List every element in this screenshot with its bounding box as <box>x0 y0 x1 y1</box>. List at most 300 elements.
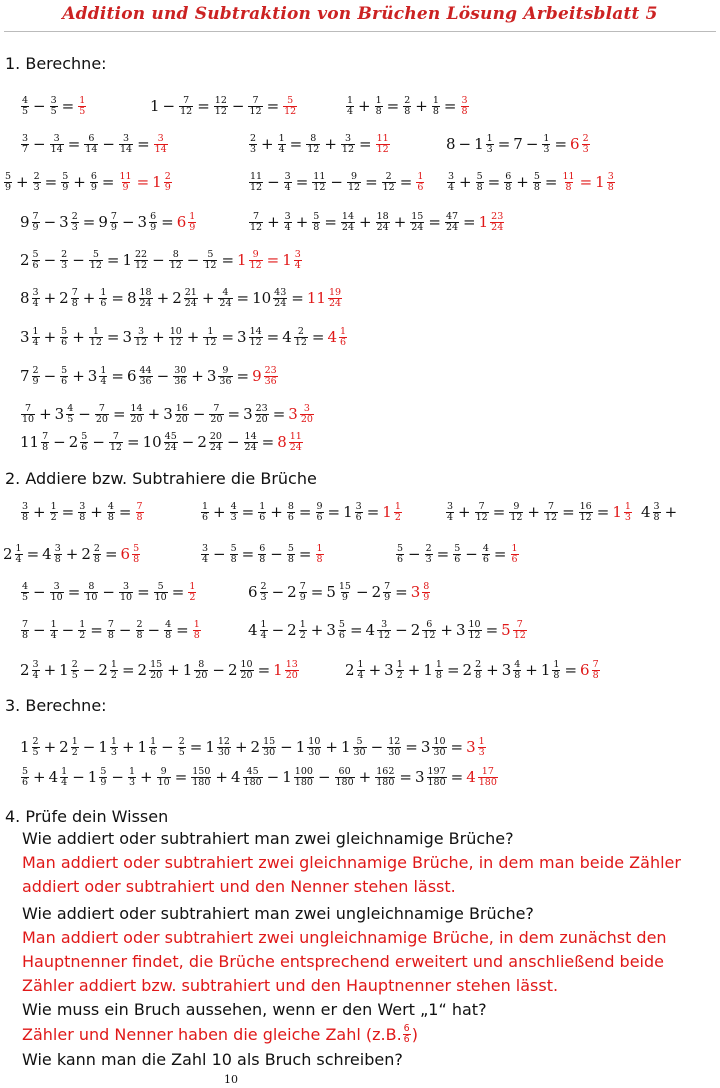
numerator: 9 <box>222 365 229 376</box>
fraction <box>4 172 12 193</box>
fraction <box>230 544 238 565</box>
operator: + <box>140 767 153 786</box>
operator: = <box>399 767 412 786</box>
numerator: 197 <box>427 766 446 777</box>
fraction <box>299 620 307 641</box>
fraction <box>184 288 198 309</box>
operator: − <box>72 250 85 269</box>
numerator: 12 <box>214 95 227 106</box>
numerator: 2 <box>71 659 78 670</box>
fraction <box>164 172 172 193</box>
operator: + <box>201 288 215 307</box>
denominator: 2 <box>50 511 57 523</box>
numerator: 1 <box>511 543 518 554</box>
denominator: 24 <box>491 221 504 233</box>
fraction <box>273 288 287 309</box>
denominator: 8 <box>607 181 614 193</box>
denominator: 12 <box>214 105 227 117</box>
numerator: 17 <box>481 766 494 777</box>
operator: + <box>73 172 86 191</box>
operator: − <box>330 172 343 191</box>
denominator: 30 <box>263 746 276 758</box>
numerator: 1 <box>340 326 347 337</box>
numerator: 1 <box>357 659 364 670</box>
operator: = <box>266 96 280 115</box>
fraction <box>33 172 41 193</box>
numerator: 1 <box>396 659 403 670</box>
operator: + <box>415 96 428 115</box>
operator: + <box>147 404 161 423</box>
whole-number: 2 <box>371 582 382 601</box>
numerator: 5 <box>133 543 140 554</box>
fraction <box>289 432 303 453</box>
fraction <box>66 404 74 425</box>
fraction <box>175 404 189 425</box>
fraction <box>188 212 196 233</box>
answer <box>135 502 145 523</box>
fraction <box>264 366 278 387</box>
whole-number: 10 <box>252 288 272 307</box>
whole-number: 4 <box>48 767 59 786</box>
numerator: 3 <box>54 543 61 554</box>
operator: = <box>497 134 511 153</box>
whole-number: 10 <box>142 432 162 451</box>
fraction <box>178 737 186 758</box>
operator: − <box>82 737 96 756</box>
denominator: 14 <box>154 143 167 155</box>
fraction <box>375 767 395 788</box>
fraction <box>387 737 401 758</box>
exercise-1c <box>345 96 470 117</box>
fraction <box>285 660 299 681</box>
fraction <box>71 737 79 758</box>
denominator: 12 <box>294 336 307 348</box>
denominator: 8 <box>287 553 294 565</box>
denominator: 20 <box>195 669 208 681</box>
operator: = <box>174 767 188 786</box>
operator: = <box>171 582 185 601</box>
denominator: 8 <box>259 553 266 565</box>
numerator: 8 <box>310 133 317 144</box>
numerator: 2 <box>385 171 392 182</box>
whole-number: 2 <box>345 660 355 679</box>
denominator: 30 <box>353 746 366 758</box>
whole-number: 1 <box>282 250 292 269</box>
operator: = <box>446 660 460 679</box>
numerator: 1 <box>202 501 209 512</box>
operator: + <box>39 404 52 423</box>
answer <box>612 502 633 523</box>
whole-number: 1 <box>59 660 69 679</box>
whole-number: 4 <box>641 502 651 521</box>
denominator: 4 <box>448 181 455 193</box>
fraction <box>461 96 469 117</box>
fraction <box>262 737 276 758</box>
numerator: 7 <box>213 403 220 414</box>
fraction <box>509 502 523 523</box>
operator: = <box>349 620 363 639</box>
fraction <box>592 660 600 681</box>
fraction <box>446 502 454 523</box>
numerator: 9 <box>252 249 259 260</box>
fraction <box>278 134 286 155</box>
exercise-1q <box>20 432 304 453</box>
whole-number: 5 <box>326 582 336 601</box>
denominator: 2 <box>110 669 117 681</box>
denominator: 12 <box>180 105 193 117</box>
numerator: 2 <box>32 365 39 376</box>
denominator: 9 <box>100 776 107 788</box>
numerator: 8 <box>88 581 95 592</box>
answer-3-example-fraction <box>402 1024 412 1045</box>
whole-number: 8 <box>126 288 137 307</box>
denominator: 5 <box>71 669 78 681</box>
whole-number: 4 <box>365 620 376 639</box>
exercise-2e <box>200 544 325 565</box>
numerator: 2 <box>61 249 68 260</box>
fraction <box>258 544 266 565</box>
operator: − <box>78 404 91 423</box>
operator: + <box>72 366 85 385</box>
operator: − <box>72 767 85 786</box>
exercise-2c2 <box>641 502 680 523</box>
operator: + <box>359 212 372 231</box>
numerator: 7 <box>384 581 391 592</box>
operator: − <box>82 660 96 679</box>
numerator: 43 <box>274 287 287 298</box>
fraction <box>32 212 40 233</box>
numerator: 5 <box>100 766 107 777</box>
denominator: 20 <box>130 413 143 425</box>
denominator: 2 <box>71 746 78 758</box>
operator: − <box>33 620 46 639</box>
fraction <box>482 544 490 565</box>
numerator: 1 <box>50 501 57 512</box>
denominator: 20 <box>95 413 108 425</box>
fraction <box>60 327 68 348</box>
fraction <box>255 404 269 425</box>
whole-number: 4 <box>248 620 258 639</box>
answer <box>121 544 142 565</box>
exercise-1e <box>248 134 391 155</box>
whole-number: 3 <box>163 404 173 423</box>
denominator: 5 <box>22 105 29 117</box>
answer <box>277 432 304 453</box>
fraction <box>230 502 238 523</box>
answer <box>273 660 300 681</box>
denominator: 4 <box>347 105 354 117</box>
fraction <box>490 212 504 233</box>
denominator: 12 <box>382 181 395 193</box>
denominator: 5 <box>50 105 57 117</box>
denominator: 8 <box>404 105 411 117</box>
denominator: 8 <box>133 553 140 565</box>
fraction <box>89 327 103 348</box>
numerator: 1 <box>394 501 401 512</box>
fraction <box>191 767 211 788</box>
operator: = <box>221 327 235 346</box>
numerator: 3 <box>448 171 455 182</box>
whole-number: 3 <box>288 404 298 423</box>
numerator: 9 <box>160 766 167 777</box>
denominator: 8 <box>165 629 172 641</box>
fraction <box>107 620 115 641</box>
denominator: 5 <box>79 105 86 117</box>
fraction <box>95 404 109 425</box>
fraction <box>513 660 521 681</box>
operator: − <box>192 404 206 423</box>
operator: − <box>213 544 226 563</box>
operator: + <box>191 366 204 385</box>
numerator: 11 <box>562 171 575 182</box>
operator: = <box>405 737 418 756</box>
fraction <box>21 502 29 523</box>
numerator: 1 <box>435 659 442 670</box>
denominator: 8 <box>653 511 660 523</box>
answer-3-close-paren: ) <box>411 1024 418 1044</box>
operator: − <box>181 432 195 451</box>
numerator: 3 <box>653 501 660 512</box>
denominator: 12 <box>169 259 182 271</box>
whole-number: 1 <box>87 767 98 786</box>
numerator: 4 <box>222 287 229 298</box>
fraction <box>60 250 68 271</box>
operator: + <box>43 737 57 756</box>
numerator: 18 <box>139 287 152 298</box>
denominator: 6 <box>355 511 362 523</box>
denominator: 9 <box>423 591 430 603</box>
numerator: 11 <box>119 171 132 182</box>
numerator: 20 <box>209 431 222 442</box>
fraction <box>258 502 266 523</box>
answer-3-text: Zähler und Nenner haben die gleiche Zahl (z.B. <box>22 1024 402 1044</box>
numerator: 1 <box>128 766 136 777</box>
exercise-2g <box>20 582 197 603</box>
operator: − <box>102 582 115 601</box>
whole-number: 3 <box>206 366 217 385</box>
operator: = <box>310 582 324 601</box>
operator: = <box>261 432 275 451</box>
fraction <box>119 134 133 155</box>
fraction <box>201 502 209 523</box>
denominator: 14 <box>119 143 133 155</box>
numerator: 1 <box>100 365 107 376</box>
denominator: 180 <box>478 776 497 788</box>
fraction <box>78 96 86 117</box>
number: 7 <box>513 134 523 153</box>
numerator: 22 <box>135 249 148 260</box>
operator: = <box>61 96 75 115</box>
numerator: 5 <box>157 581 164 592</box>
denominator: 6 <box>202 511 209 523</box>
denominator: 6 <box>61 375 68 387</box>
answer <box>411 582 432 603</box>
denominator: 2 <box>189 591 196 603</box>
fraction <box>110 212 118 233</box>
numerator: 3 <box>202 543 209 554</box>
denominator: 4 <box>32 336 39 348</box>
whole-number: 11 <box>306 288 326 307</box>
fraction <box>128 767 136 788</box>
numerator: 14 <box>130 403 143 414</box>
denominator: 9 <box>32 221 39 233</box>
exercise-1d <box>20 134 169 155</box>
numerator: 14 <box>249 326 262 337</box>
operator: = <box>67 582 81 601</box>
operator: − <box>458 134 472 153</box>
operator: − <box>43 212 57 231</box>
whole-number: 6 <box>120 544 131 563</box>
numerator: 3 <box>303 403 310 414</box>
fraction <box>132 544 140 565</box>
operator: = <box>487 172 501 191</box>
operator: = <box>564 660 578 679</box>
denominator: 12 <box>250 181 263 193</box>
operator: = <box>111 288 124 307</box>
numerator: 4 <box>67 403 74 414</box>
question-1: Wie addiert oder subtrahiert man zwei gleichnamige Brüche? <box>22 829 514 848</box>
whole-number: 6 <box>176 212 187 231</box>
exercise-3b <box>20 767 499 788</box>
operator: + <box>90 502 103 521</box>
answer-2-line-2: Hauptnenner findet, die Brüche entsprechend erweitert und anschließend beide <box>22 952 664 971</box>
operator: − <box>408 544 421 563</box>
fraction <box>284 172 292 193</box>
answer <box>510 544 520 565</box>
operator: − <box>111 767 124 786</box>
fraction <box>21 404 35 425</box>
numerator: 7 <box>478 501 485 512</box>
exercise-1h <box>248 172 425 193</box>
whole-number: 3 <box>59 212 69 231</box>
numerator: 7 <box>183 95 190 106</box>
fraction <box>294 767 314 788</box>
denominator: 12 <box>544 511 558 523</box>
numerator: 100 <box>294 766 313 777</box>
whole-number: 3 <box>20 327 30 346</box>
operator: = <box>137 134 150 153</box>
operator: + <box>310 620 324 639</box>
operator: = <box>493 544 507 563</box>
exercise-1b <box>150 96 298 117</box>
fraction <box>193 620 201 641</box>
denominator: 12 <box>109 441 122 453</box>
whole-number: 1 <box>237 250 247 269</box>
numerator: 3 <box>53 581 60 592</box>
operator: − <box>43 366 57 385</box>
operator: = <box>236 288 250 307</box>
denominator: 4 <box>100 375 107 387</box>
whole-number: 3 <box>466 737 476 756</box>
numerator: 2 <box>33 171 40 182</box>
denominator: 5 <box>67 413 74 425</box>
whole-number: 6 <box>248 582 258 601</box>
denominator: 6 <box>81 441 88 453</box>
whole-number: 2 <box>59 288 69 307</box>
operator: − <box>355 582 369 601</box>
answer <box>252 366 279 387</box>
numerator: 14 <box>341 211 355 222</box>
operator: − <box>231 96 245 115</box>
numerator: 19 <box>328 287 342 298</box>
fraction <box>32 327 40 348</box>
operator: = <box>126 432 140 451</box>
denominator: 180 <box>243 776 262 788</box>
whole-number: 3 <box>137 212 148 231</box>
numerator: 7 <box>25 403 32 414</box>
operator: = <box>395 582 408 601</box>
denominator: 3 <box>582 143 589 155</box>
denominator: 24 <box>341 221 355 233</box>
operator: = <box>90 620 103 639</box>
fraction <box>511 544 519 565</box>
operator: − <box>156 366 170 385</box>
operator: + <box>527 502 540 521</box>
whole-number: 4 <box>282 327 292 346</box>
operator: − <box>212 660 225 679</box>
fraction <box>248 96 262 117</box>
denominator: 8 <box>136 629 143 641</box>
numerator: 14 <box>244 431 257 442</box>
fraction <box>169 327 183 348</box>
numerator: 3 <box>122 581 130 592</box>
denominator: 9 <box>32 375 39 387</box>
fraction <box>453 544 461 565</box>
fraction <box>134 250 148 271</box>
operator: = <box>295 172 309 191</box>
denominator: 2 <box>299 629 306 641</box>
denominator: 3 <box>624 511 631 523</box>
denominator: 12 <box>204 259 217 271</box>
whole-number: 3 <box>501 660 512 679</box>
fraction <box>478 737 486 758</box>
denominator: 5 <box>178 746 185 758</box>
exercise-1a <box>20 96 87 117</box>
answer-4-partial: 10 <box>224 1073 238 1086</box>
operator: − <box>43 250 57 269</box>
fraction <box>164 432 178 453</box>
operator: + <box>82 288 96 307</box>
numerator: 3 <box>284 211 291 222</box>
fraction <box>624 502 632 523</box>
exercise-1l <box>20 250 303 271</box>
fraction <box>410 212 424 233</box>
answer <box>237 250 303 271</box>
numerator: 15 <box>150 659 163 670</box>
fraction <box>294 327 308 348</box>
operator: − <box>118 620 132 639</box>
denominator: 8 <box>432 105 439 117</box>
denominator: 12 <box>250 221 263 233</box>
denominator: 24 <box>219 297 232 309</box>
numerator: 1 <box>110 659 117 670</box>
denominator: 12 <box>475 511 488 523</box>
fraction <box>136 502 144 523</box>
whole-number: 1 <box>273 660 283 679</box>
denominator: 24 <box>139 297 152 309</box>
numerator: 3 <box>53 133 60 144</box>
fraction <box>432 737 446 758</box>
question-3: Wie muss ein Bruch aussehen, wenn er den Wert „1“ hat? <box>22 1000 487 1019</box>
operator: + <box>43 660 57 679</box>
numerator: 9 <box>316 501 323 512</box>
whole-number: 2 <box>20 250 30 269</box>
fraction <box>339 327 347 348</box>
operator: = <box>104 544 118 563</box>
numerator: 1 <box>432 95 439 106</box>
denominator: 12 <box>284 105 297 117</box>
operator: = <box>366 502 380 521</box>
